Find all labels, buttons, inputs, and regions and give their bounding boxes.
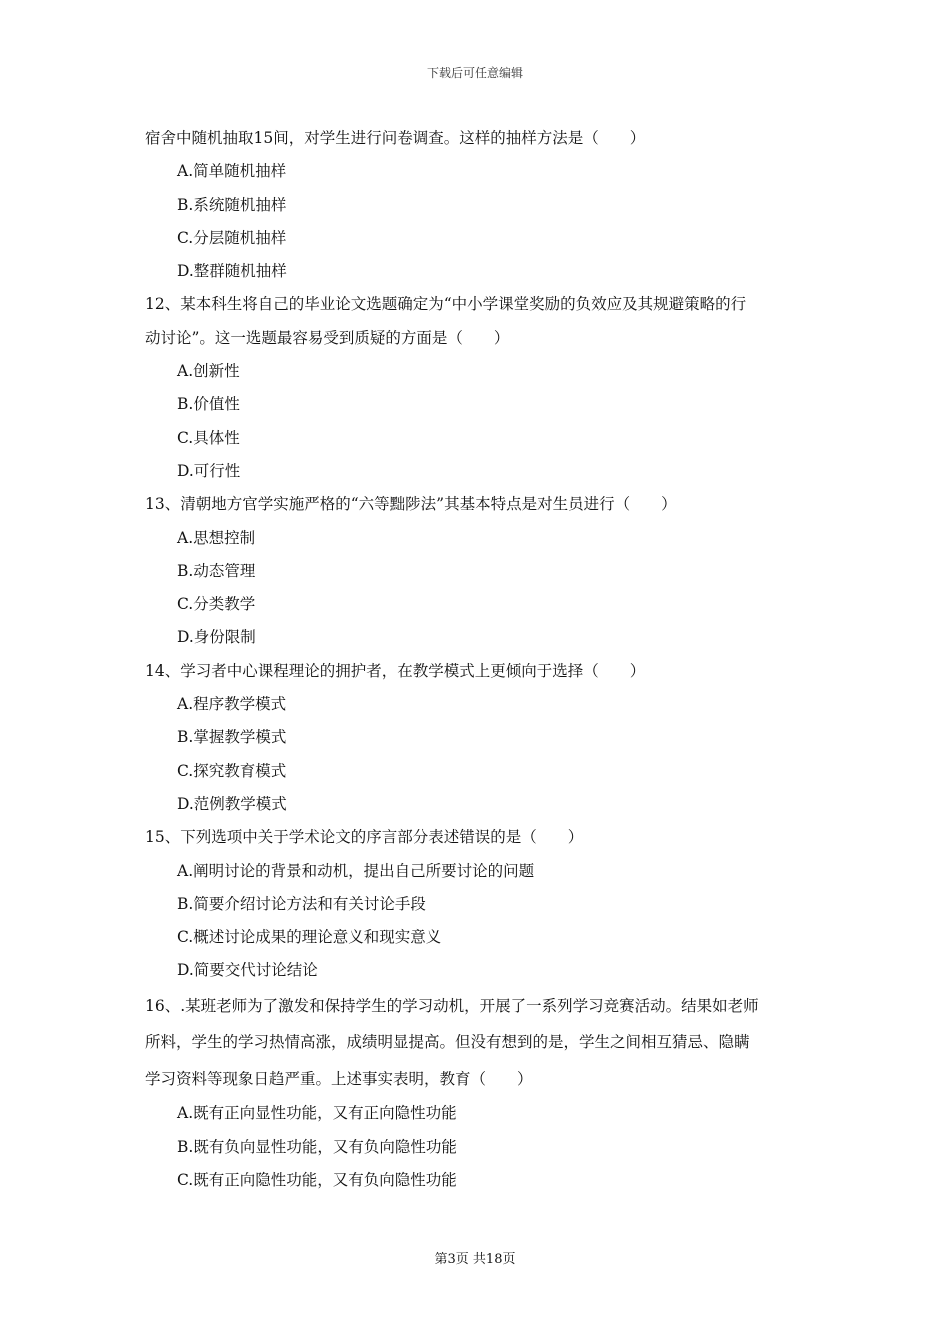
option-b: B.价值性 [177, 395, 240, 414]
option-d: D.整群随机抽样 [177, 262, 287, 281]
option-d: D.简要交代讨论结论 [177, 961, 318, 980]
question-12-line-2: 动讨论”。这一选题最容易受到质疑的方面是（ ） [145, 328, 510, 347]
option-d: D.可行性 [177, 461, 241, 480]
option-d: D.身份限制 [177, 628, 256, 647]
option-b: B.掌握教学模式 [177, 728, 287, 747]
option-c: C.探究教育模式 [177, 761, 287, 780]
question-16-line-3: 学习资料等现象日趋严重。上述事实表明，教育（ ） [145, 1069, 533, 1088]
option-a: A.程序教学模式 [177, 695, 287, 714]
option-c: C.分层随机抽样 [177, 228, 287, 247]
question-16-line-2: 所料，学生的学习热情高涨，成绩明显提高。但没有想到的是，学生之间相互猜忌、隐瞒 [145, 1033, 750, 1052]
question-12-line-1: 12、某本科生将自己的毕业论文选题确定为“中小学课堂奖励的负效应及其规避策略的行 [145, 295, 747, 314]
option-c: C.分类教学 [177, 595, 256, 614]
option-d: D.范例教学模式 [177, 794, 287, 813]
question-15-line-1: 15、下列选项中关于学术论文的序言部分表述错误的是（ ） [145, 828, 584, 847]
option-c: C.具体性 [177, 428, 240, 447]
question-16-line-1: 16、.某班老师为了激发和保持学生的学习动机，开展了一系列学习竞赛活动。结果如老师 [145, 996, 759, 1015]
option-c: C.既有正向隐性功能，又有负向隐性功能 [177, 1170, 457, 1189]
page-header: 下载后可任意编辑 [426, 66, 523, 80]
option-a: A.创新性 [177, 362, 240, 381]
question-14-line-1: 14、学习者中心课程理论的拥护者，在教学模式上更倾向于选择（ ） [145, 661, 646, 680]
option-c: C.概述讨论成果的理论意义和现实意义 [177, 928, 442, 947]
question-13-line-1: 13、清朝地方官学实施严格的“六等黜陟法”其基本特点是对生员进行（ ） [145, 495, 677, 514]
option-a: A.既有正向显性功能，又有正向隐性功能 [177, 1104, 457, 1123]
option-a: A.简单随机抽样 [177, 162, 287, 181]
option-b: B.动态管理 [177, 561, 256, 580]
option-b: B.简要介绍讨论方法和有关讨论手段 [177, 894, 426, 913]
question-11-continuation: 宿舍中随机抽取15间，对学生进行问卷调查。这样的抽样方法是（ ） [145, 129, 646, 147]
question-content [145, 122, 815, 1197]
option-a: A.阐明讨论的背景和动机，提出自己所要讨论的问题 [177, 861, 535, 880]
option-b: B.系统随机抽样 [177, 195, 287, 214]
page-footer: 第3页 共18页 [434, 1252, 516, 1267]
option-b: B.既有负向显性功能，又有负向隐性功能 [177, 1137, 457, 1156]
option-a: A.思想控制 [177, 528, 256, 547]
